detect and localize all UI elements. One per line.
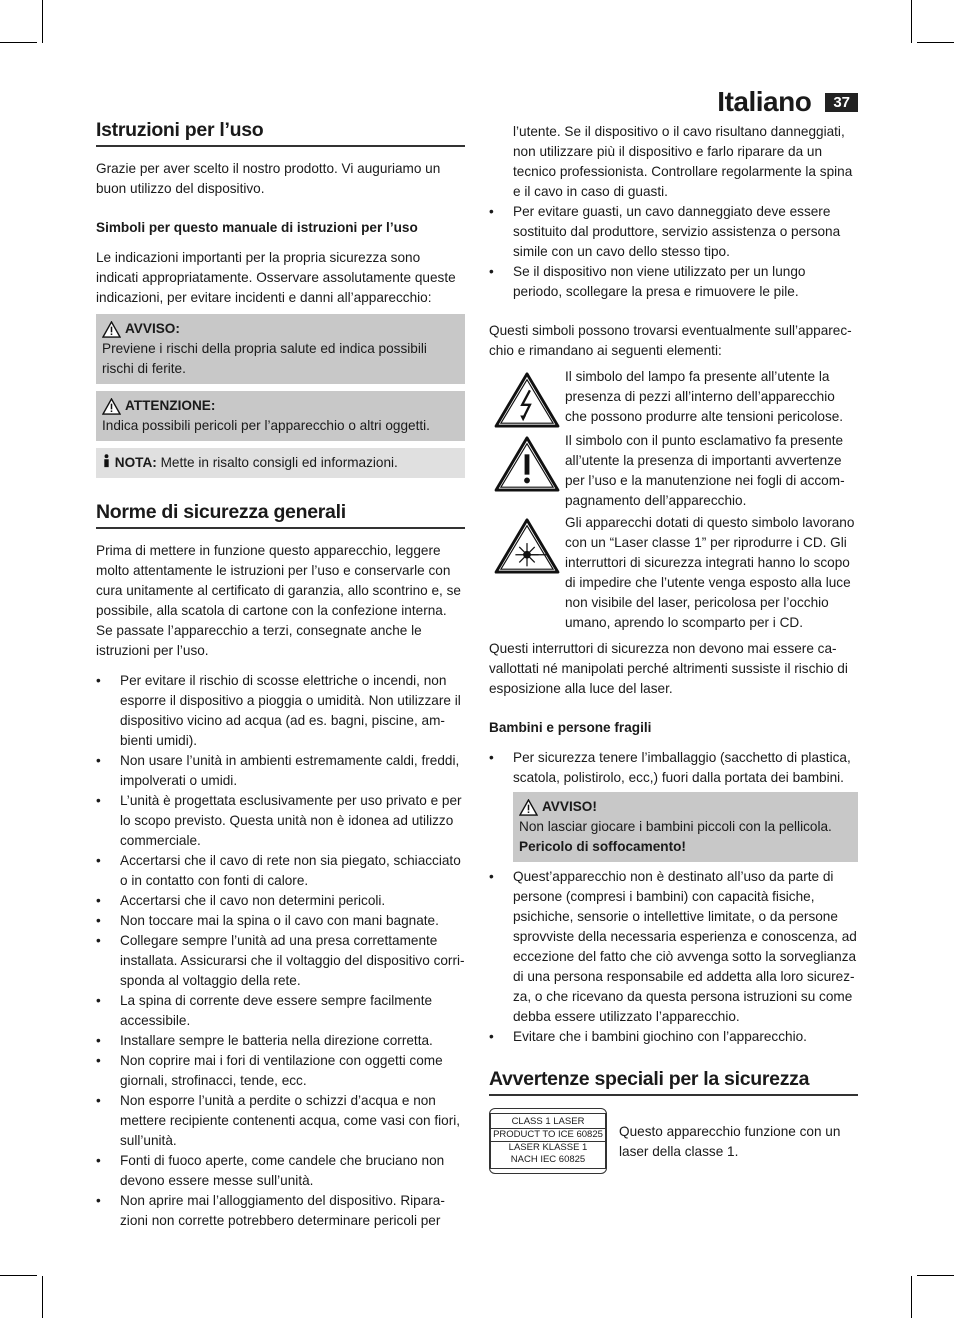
symbol-row	[489, 367, 858, 429]
children-avviso-bold: Pericolo di soffocamento!	[519, 839, 686, 854]
nota-text: Mette in risalto consigli ed informazioni.	[160, 455, 398, 470]
children-list-2	[489, 867, 858, 1047]
laser-warning-icon	[493, 517, 561, 575]
crop-mark	[42, 1276, 43, 1318]
list-item: • Non coprire mai i fori di ventilazione con oggetti come giornali, strofinacci, tende, ecc.	[96, 1051, 465, 1091]
list-item: • Non aprire mai l’alloggiamento del dispositivo. Riparazioni non corrette potrebbero determinare pericoli per	[96, 1191, 465, 1231]
crop-mark	[911, 1276, 912, 1318]
laser-label-row	[489, 1108, 858, 1174]
laser-label-line: PRODUCT TO ICE 60825	[491, 1128, 605, 1141]
list-item: • Per evitare il rischio di scosse elettriche o incendi, non esporre il dispositivo a pioggia o umidità. Non utilizzare il dispositivo vicino ad acqua (ad es. bagni, piscine, ambienti umidi).	[96, 671, 465, 751]
crop-mark	[917, 1275, 954, 1276]
laser-class-label	[489, 1108, 607, 1174]
laser-label-line: LASER KLASSE 1	[491, 1141, 605, 1154]
language-title: Italiano	[717, 86, 812, 117]
list-item: • Accertarsi che il cavo di rete non sia piegato, schiacciato o in contatto con fonti di calore.	[96, 851, 465, 891]
list-item: • Non toccare mai la spina o il cavo con mani bagnate.	[96, 911, 465, 931]
subtitle-children: Bambini e persone fragili	[489, 720, 652, 735]
warning-triangle-icon	[519, 799, 538, 816]
exclamation-warning-icon	[493, 435, 561, 493]
attenzione-text: Indica possibili pericoli per l’apparecchio o altri oggetti.	[102, 418, 430, 433]
avviso-text: Previene i rischi della propria salute ed indica possibili rischi di ferite.	[102, 341, 427, 376]
children-avviso-text: Non lasciar giocare i bambini piccoli con la pellicola.	[519, 819, 832, 834]
list-item: • Non usare l’unità in ambienti estremamente caldi, freddi, impolverati o umidi.	[96, 751, 465, 791]
list-item: • L’unità è progettata esclusivamente per uso privato e per lo scopo previsto. Questa unità non è idonea ad utilizzo commerciale.	[96, 791, 465, 851]
children-avviso-box	[513, 792, 858, 862]
symbols-intro-text: Questi simboli possono trovarsi eventualmente sull’apparecchio e rimandano ai seguenti elementi:	[489, 323, 852, 358]
attenzione-label: ATTENZIONE:	[125, 398, 216, 413]
lightning-warning-icon	[493, 371, 561, 429]
crop-mark	[917, 42, 954, 43]
attenzione-box	[96, 391, 465, 441]
right-safety-list	[489, 202, 858, 302]
symbol-text: Gli apparecchi dotati di questo simbolo lavorano con un “Laser classe 1” per riprodurre i CD. Gli interruttori di sicurezza integrati hanno lo scopo di impedire che l’utente venga esposto alla luce non visibile del laser, pericolosa per l’occhio umano, aprendo lo scomparto per i CD.	[565, 515, 855, 630]
avviso-box	[96, 314, 465, 384]
general-intro-text: Prima di mettere in funzione questo apparecchio, leggere molto attentamente le istruzioni per l’uso e conservarle con cura unitamente al certificato di garanzia, allo scontrino e, se possibile, alla scatola di cartone con la confezione interna. Se passate l’apparecchio a terzi, consegnate anche le istruzioni per l’uso.	[96, 543, 461, 658]
warning-triangle-icon	[102, 321, 121, 338]
intro-text: Grazie per aver scelto il nostro prodotto. Vi auguriamo un buon utilizzo del dispositivo.	[96, 161, 441, 196]
interlock-text: Questi interruttori di sicurezza non devono mai essere cavallottati né manipolati perché altrimenti sussiste il rischio di esposizione alla luce del laser.	[489, 641, 848, 696]
symbol-text: Il simbolo del lampo fa presente all’utente la presenza di pezzi all’interno dell’apparecchio che possono produrre alte tensioni pericolose.	[565, 369, 844, 424]
section-title-special-safety: Avvertenze speciali per la sicurezza	[489, 1069, 858, 1096]
page-number: 37	[825, 93, 858, 112]
section-title-instructions: Istruzioni per l’uso	[96, 120, 465, 147]
list-item: • La spina di corrente deve essere sempre facilmente accessibile.	[96, 991, 465, 1031]
list-item: • Fonti di fuoco aperte, come candele che bruciano non devono essere messe sull’unità.	[96, 1151, 465, 1191]
crop-mark	[42, 0, 43, 43]
list-item: • Collegare sempre l’unità ad una presa correttamente installata. Assicurarsi che il voltaggio del dispositivo corrisponda al voltaggio della rete.	[96, 931, 465, 991]
subtitle-symbols: Simboli per questo manuale di istruzioni per l’uso	[96, 220, 418, 235]
children-list-1	[489, 748, 858, 788]
avviso-label: AVVISO:	[125, 321, 180, 336]
nota-label: NOTA:	[114, 455, 157, 470]
list-item: • Accertarsi che il cavo non determini pericoli.	[96, 891, 465, 911]
list-item: • Evitare che i bambini giochino con l’apparecchio.	[489, 1027, 858, 1047]
list-item: • Installare sempre le batteria nella direzione corretta.	[96, 1031, 465, 1051]
crop-mark	[0, 42, 37, 43]
nota-box	[96, 448, 465, 478]
list-item: • Se il dispositivo non viene utilizzato per un lungo periodo, scollegare la presa e rimuovere le pile.	[489, 262, 858, 302]
crop-mark	[0, 1275, 37, 1276]
crop-mark	[911, 0, 912, 43]
symbols-text: Le indicazioni importanti per la propria sicurezza sono indicati appropriatamente. Osservare assolutamente queste indicazioni, per evitare incidenti e danni all’apparecchio:	[96, 250, 456, 305]
section-title-general-safety: Norme di sicurezza generali	[96, 502, 465, 529]
info-icon	[102, 454, 111, 468]
general-safety-list	[96, 671, 465, 1231]
list-item: • Per evitare guasti, un cavo danneggiato deve essere sostituito dal produttore, servizio assistenza o persona simile con un cavo dello stesso tipo.	[489, 202, 858, 262]
laser-label-line: NACH IEC 60825	[510, 1154, 586, 1165]
laser-class-text: Questo apparecchio funzione con un laser della classe 1.	[619, 1124, 841, 1159]
list-item: • Quest’apparecchio non è destinato all’uso da parte di persone (compresi i bambini) con capacità fisiche, psichiche, sensorie o intellettive limitate, o da persone sprovviste della necessaria esperienza e conoscenza, ad eccezione del fatto che ciò avvenga sotto la sorveglianza di una persona responsabile ed addetta alla loro sicurezza, o che ricevano da questa persona istruzioni su come debba essere utilizzato l’apparecchio.	[489, 867, 858, 1027]
continuation-text: l’utente. Se il dispositivo o il cavo risultano danneggiati, non utilizzare più il dispositivo e farlo riparare da un tecnico professionista. Controllare regolarmente la spina e il cavo in caso di guasti.	[513, 124, 853, 199]
list-item: • Non esporre l’unità a perdite o schizzi d’acqua e non mettere recipiente contenenti acqua, come vasi con fiori, sull’unità.	[96, 1091, 465, 1151]
page-header	[717, 86, 858, 118]
symbol-row	[489, 513, 858, 633]
children-avviso-label: AVVISO!	[542, 799, 597, 814]
symbol-text: Il simbolo con il punto esclamativo fa presente all’utente la presenza di importanti avvertenze per l’uso e la manutenzione nei fogli di accompagnamento dell’apparecchio.	[565, 433, 845, 508]
symbol-row	[489, 431, 858, 511]
warning-triangle-icon	[102, 398, 121, 415]
list-item: • Per sicurezza tenere l’imballaggio (sacchetto di plastica, scatola, polistirolo, ecc,) fuori dalla portata dei bambini.	[489, 748, 858, 788]
laser-label-line: CLASS 1 LASER	[511, 1116, 585, 1127]
left-column	[96, 120, 465, 1231]
right-column	[489, 122, 858, 1174]
